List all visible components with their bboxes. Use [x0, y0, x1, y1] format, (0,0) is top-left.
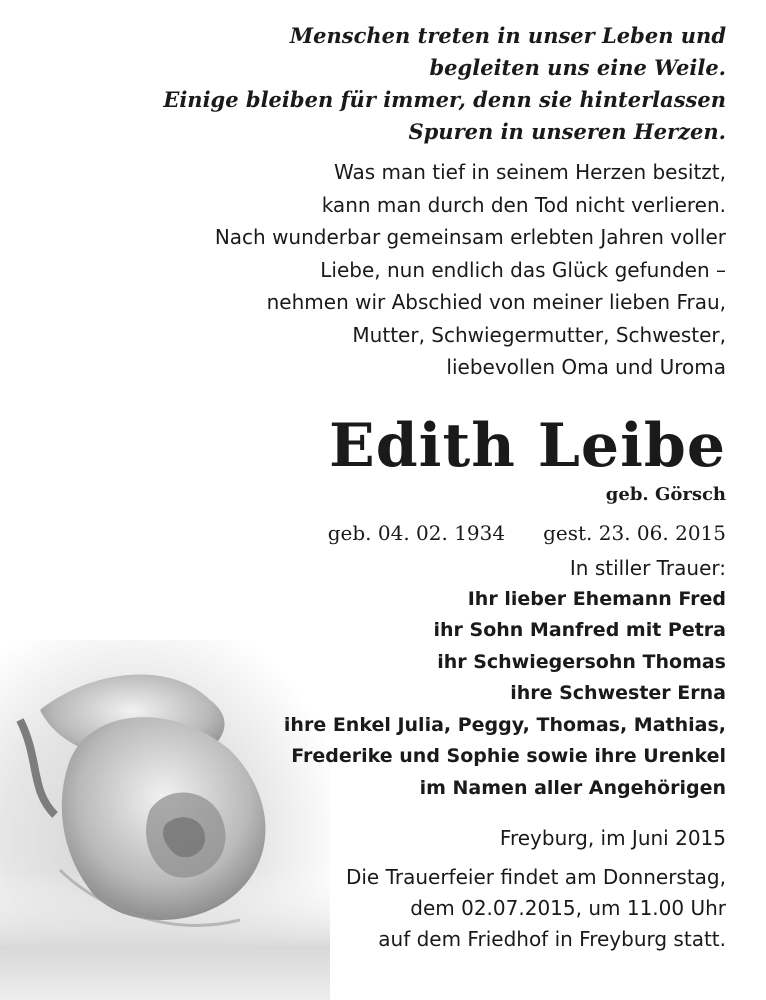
quote-line: Einige bleiben für immer, denn sie hinterlassen: [163, 87, 726, 112]
intro-line: liebevollen Oma und Uroma: [446, 355, 726, 379]
life-dates: [86, 518, 726, 548]
mourners-list: [86, 584, 726, 805]
intro-line: Nach wunderbar gemeinsam erlebten Jahren voller: [214, 225, 726, 249]
mourning-label: In stiller Trauer:: [569, 555, 726, 580]
intro-text: [86, 156, 726, 384]
maiden-name: geb. Görsch: [605, 483, 726, 505]
mourner-line: ihr Sohn Manfred mit Petra: [433, 619, 726, 641]
deceased-name: Edith Leibe: [329, 410, 726, 481]
funeral-line: Die Trauerfeier findet am Donnerstag,: [345, 865, 726, 889]
mourner-line: im Namen aller Angehörigen: [419, 776, 726, 799]
quote-line: begleiten uns eine Weile.: [429, 55, 726, 80]
quote-verse: [86, 20, 726, 148]
mourner-line: ihre Schwester Erna: [510, 682, 726, 704]
intro-line: Liebe, nun endlich das Glück gefunden –: [320, 257, 726, 282]
birth-date: geb. 04. 02. 1934: [327, 520, 506, 545]
funeral-line: dem 02.07.2015, um 11.00 Uhr: [410, 896, 726, 920]
mourner-line: Frederike und Sophie sowie ihre Urenkel: [291, 745, 726, 767]
mourner-line: ihre Enkel Julia, Peggy, Thomas, Mathias,: [283, 713, 726, 736]
death-date: gest. 23. 06. 2015: [543, 520, 726, 545]
intro-line: Mutter, Schwiegermutter, Schwester,: [352, 322, 726, 347]
place-date: Freyburg, im Juni 2015: [499, 826, 726, 850]
intro-line: nehmen wir Abschied von meiner lieben Frau,: [266, 290, 726, 314]
quote-line: Menschen treten in unser Leben und: [289, 23, 726, 48]
intro-line: kann man durch den Tod nicht verlieren.: [321, 192, 726, 217]
mourner-line: ihr Schwiegersohn Thomas: [437, 650, 726, 673]
quote-line: Spuren in unseren Herzen.: [408, 119, 726, 144]
funeral-line: auf dem Friedhof in Freyburg statt.: [378, 927, 726, 951]
funeral-info: [86, 862, 726, 955]
intro-line: Was man tief in seinem Herzen besitzt,: [333, 160, 726, 184]
mourner-line: Ihr lieber Ehemann Fred: [467, 587, 726, 610]
